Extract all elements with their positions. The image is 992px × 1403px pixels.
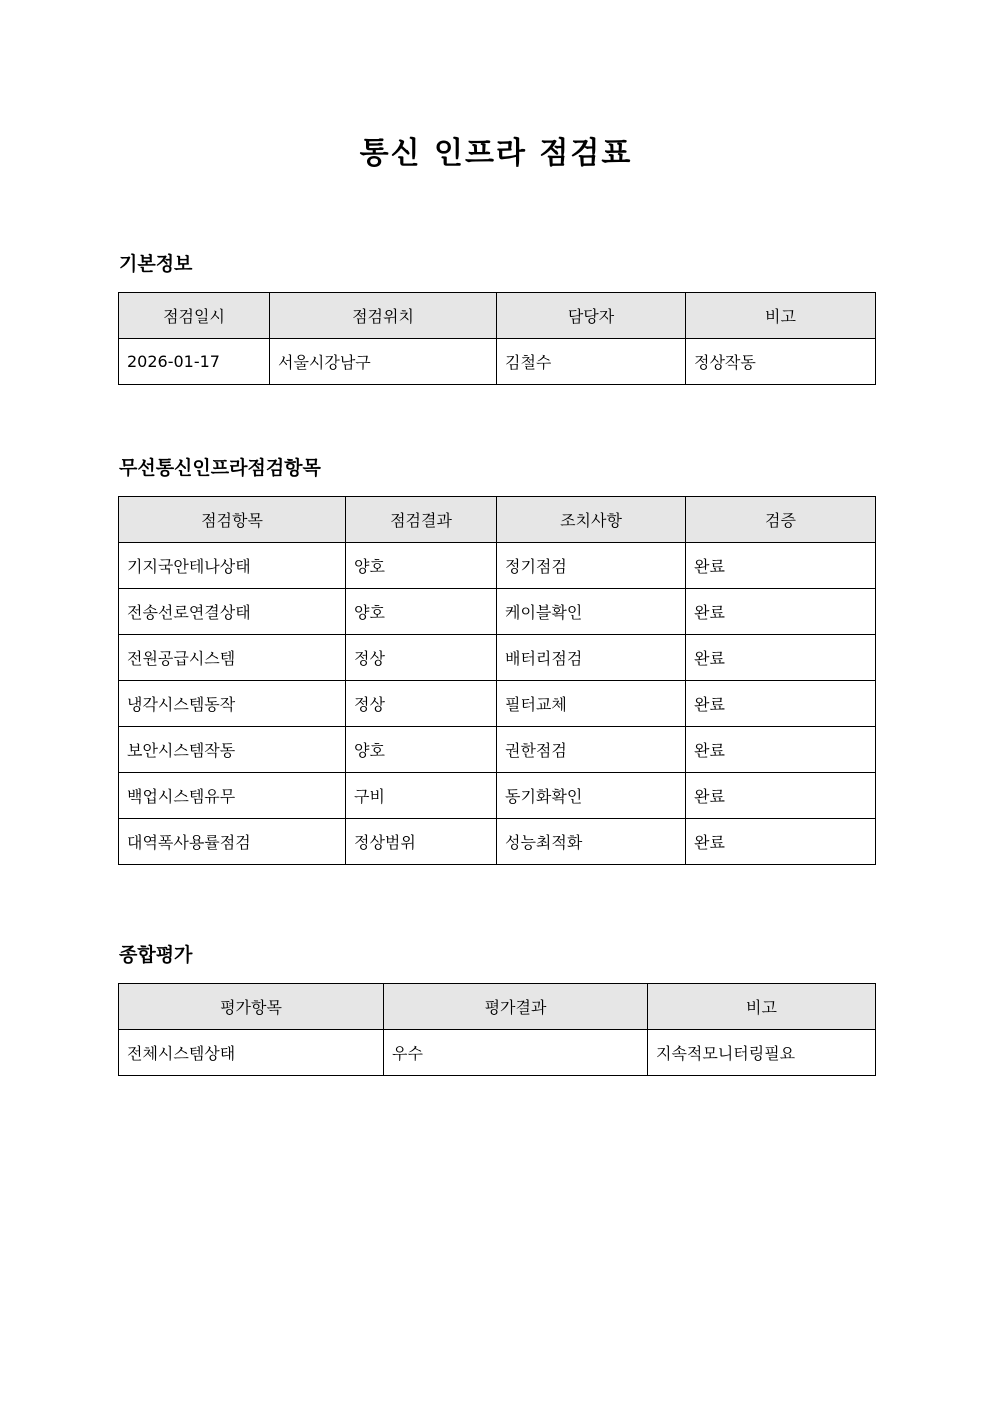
table-cell: 동기화확인 bbox=[497, 773, 686, 819]
table-cell: 권한점검 bbox=[497, 727, 686, 773]
table-cell: 필터교체 bbox=[497, 681, 686, 727]
table-cell: 완료 bbox=[686, 543, 876, 589]
column-header: 조치사항 bbox=[497, 497, 686, 543]
column-header: 점검일시 bbox=[119, 293, 270, 339]
table-cell: 구비 bbox=[346, 773, 497, 819]
table-cell: 기지국안테나상태 bbox=[119, 543, 346, 589]
table-cell: 완료 bbox=[686, 819, 876, 865]
table-cell: 성능최적화 bbox=[497, 819, 686, 865]
table-cell: 전원공급시스템 bbox=[119, 635, 346, 681]
table-cell: 2026-01-17 bbox=[119, 339, 270, 385]
table-header-row bbox=[119, 984, 876, 1030]
table-header-row bbox=[119, 293, 876, 339]
table-cell: 서울시강남구 bbox=[270, 339, 497, 385]
column-header: 점검항목 bbox=[119, 497, 346, 543]
table-cell: 정상범위 bbox=[346, 819, 497, 865]
overall-evaluation-table bbox=[118, 983, 876, 1076]
table-cell: 배터리점검 bbox=[497, 635, 686, 681]
table-header-row bbox=[119, 497, 876, 543]
table-cell: 전체시스템상태 bbox=[119, 1030, 384, 1076]
column-header: 검증 bbox=[686, 497, 876, 543]
overall-evaluation-heading: 종합평가 bbox=[119, 944, 193, 966]
table-cell: 양호 bbox=[346, 543, 497, 589]
table-cell: 양호 bbox=[346, 589, 497, 635]
column-header: 담당자 bbox=[497, 293, 686, 339]
column-header: 비고 bbox=[686, 293, 876, 339]
basic-info-heading: 기본정보 bbox=[119, 253, 193, 275]
table-cell: 정상 bbox=[346, 635, 497, 681]
table-cell: 김철수 bbox=[497, 339, 686, 385]
table-row bbox=[119, 773, 876, 819]
table-cell: 완료 bbox=[686, 773, 876, 819]
table-cell: 완료 bbox=[686, 589, 876, 635]
table-row bbox=[119, 635, 876, 681]
table-cell: 지속적모니터링필요 bbox=[648, 1030, 876, 1076]
table-cell: 완료 bbox=[686, 681, 876, 727]
table-cell: 전송선로연결상태 bbox=[119, 589, 346, 635]
column-header: 점검위치 bbox=[270, 293, 497, 339]
table-cell: 완료 bbox=[686, 635, 876, 681]
table-cell: 정기점검 bbox=[497, 543, 686, 589]
basic-info-table bbox=[118, 292, 876, 385]
table-cell: 대역폭사용률점검 bbox=[119, 819, 346, 865]
inspection-items-heading: 무선통신인프라점검항목 bbox=[119, 457, 321, 479]
column-header: 평가항목 bbox=[119, 984, 384, 1030]
table-cell: 정상 bbox=[346, 681, 497, 727]
inspection-items-table bbox=[118, 496, 876, 865]
page-title: 통신 인프라 점검표 bbox=[359, 136, 633, 171]
column-header: 점검결과 bbox=[346, 497, 497, 543]
table-row bbox=[119, 543, 876, 589]
table-row bbox=[119, 819, 876, 865]
table-cell: 양호 bbox=[346, 727, 497, 773]
table-cell: 보안시스템작동 bbox=[119, 727, 346, 773]
table-cell: 우수 bbox=[384, 1030, 648, 1076]
table-row bbox=[119, 339, 876, 385]
table-cell: 정상작동 bbox=[686, 339, 876, 385]
table-row bbox=[119, 1030, 876, 1076]
table-row bbox=[119, 727, 876, 773]
table-cell: 케이블확인 bbox=[497, 589, 686, 635]
table-row bbox=[119, 681, 876, 727]
column-header: 비고 bbox=[648, 984, 876, 1030]
table-cell: 백업시스템유무 bbox=[119, 773, 346, 819]
column-header: 평가결과 bbox=[384, 984, 648, 1030]
table-cell: 완료 bbox=[686, 727, 876, 773]
table-cell: 냉각시스템동작 bbox=[119, 681, 346, 727]
table-row bbox=[119, 589, 876, 635]
